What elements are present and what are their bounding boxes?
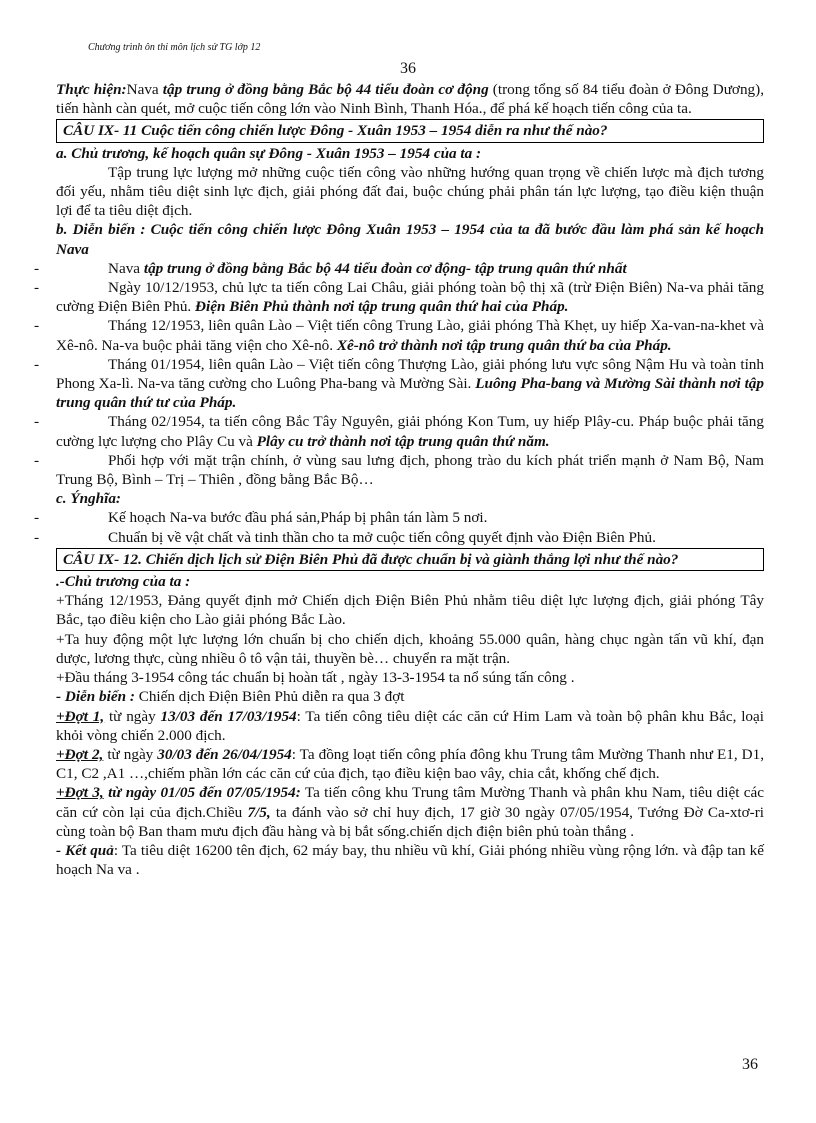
bullet-dash: - [34,317,40,335]
q12-phase-2: +Đợt 2, từ ngày 30/03 đến 26/04/1954: Ta đồng loạt tiến công phía đông khu Trung tâm Mường Thanh như E1, D1, C1, C2 ,A1 …,chiếm phần lớn các căn cứ của địch, tạo điều kiện bao vây, chia cắt, khống chế địch. [56,745,764,783]
q12-phase-1: +Đợt 1, từ ngày 13/03 đến 17/03/1954: Ta tiến công tiêu diệt các căn cứ Him Lam và toàn bộ phân khu Bắc, loại khỏi vòng chiến 2.000 địch. [56,707,764,744]
q11-item-3: - Tháng 12/1953, liên quân Lào – Việt tiến công Trung Lào, giải phóng Thà Khẹt, uy hiếp Xa-van-na-khet và Xê-nô. Na-va buộc phải tăng viện cho Xê-nô. Xê-nô trở thành nơi tập trung quân thứ ba của Pháp. [34,317,764,354]
q12-policy-1: +Tháng 12/1953, Đảng quyết định mở Chiến dịch Điện Biên Phủ nhằm tiêu diệt lực lượng địch, giải phóng Tây Bắc, tạo điều kiện cho Lào giải phóng Bắc Lào. [56,592,764,629]
q12-result: - Kết quả: Ta tiêu diệt 16200 tên địch, 62 máy bay, thu nhiều vũ khí, Giải phóng nhiều vùng rộng lớn. và đập tan kế hoạch Na va . [56,841,764,879]
q11-b-heading: b. Diễn biến : Cuộc tiến công chiến lược Đông Xuân 1953 – 1954 của ta đã bước đầu làm phá sản kế hoạch Nava [56,221,764,258]
bullet-dash: - [34,413,40,431]
bullet-dash: - [34,451,40,469]
page-number-bottom: 36 [742,1056,758,1073]
q11-item-1: - Nava tập trung ở đồng bằng Bắc bộ 44 tiểu đoàn cơ động- tập trung quân thứ nhất [34,259,627,277]
page-number-top: 36 [400,60,416,77]
page-content [34,80,764,879]
q12-dien-bien: - Diễn biến : Chiến dịch Điện Biên Phủ diễn ra qua 3 đợt [56,688,405,706]
question-12-title: CÂU IX- 12. Chiến dịch lịch sử Điện Biên Phủ đã được chuẩn bị và giành thắng lợi như thế nào? [56,548,764,571]
intro-paragraph: Thực hiện:Nava tập trung ở đồng bằng Bắc bộ 44 tiểu đoàn cơ động (trong tổng số 84 tiểu đoàn ở Đông Dương), tiến hành càn quét, mở cuộc tiến công lớn vào Ninh Bình, Thanh Hóa., để phá kế hoạch tiến công của ta. [56,81,764,118]
bullet-dash: - [34,509,40,527]
q11-a-text: Tập trung lực lượng mở những cuộc tiến công vào những hướng quan trọng về chiến lược mà địch tương đối yếu, nhằm tiêu diệt sinh lực địch, giải phóng đất đai, buộc chúng phải phân tán lực lượng, tạo điều kiện thuận lợi để ta tiêu diệt địch. [56,163,764,220]
q11-item-2: - Ngày 10/12/1953, chủ lực ta tiến công Lai Châu, giải phóng toàn bộ thị xã (trừ Điện Biên) Na-va phải tăng cường Điện Biên Phủ. Điện Biên Phủ thành nơi tập trung quân thứ hai của Pháp. [34,279,764,316]
running-header: Chương trình ôn thi môn lịch sử TG lớp 12 [88,42,261,53]
q11-c-heading: c. Ýnghĩa: [56,490,121,508]
intro-label: Thực hiện: [56,81,127,98]
bullet-dash: - [34,259,40,277]
q11-c-item-1: - Kế hoạch Na-va bước đầu phá sản,Pháp bị phân tán làm 5 nơi. [34,509,488,527]
q12-policy-3: +Đầu tháng 3-1954 công tác chuẩn bị hoàn tất , ngày 13-3-1954 ta nổ súng tấn công . [56,669,575,687]
q12-policy-heading: .-Chủ trương của ta : [56,573,191,591]
q12-policy-2: +Ta huy động một lực lượng lớn chuẩn bị cho chiến dịch, khoảng 55.000 quân, hàng chục ngàn tấn vũ khí, đạn dược, lương thực, cùng nhiều ô tô vận tải, thuyền bè… chuyển ra mặt trận. [56,630,764,667]
q11-c-item-2: - Chuẩn bị về vật chất và tinh thần cho ta mở cuộc tiến công quyết định vào Điện Biên Phủ. [34,528,656,546]
bullet-dash: - [34,528,40,546]
bullet-dash: - [34,279,40,297]
q11-item-6: - Phối hợp với mặt trận chính, ở vùng sau lưng địch, phong trào du kích phát triển mạnh ở Nam Bộ, Nam Trung Bộ, Bình – Trị – Thiên , đồng bằng Bắc Bộ… [34,451,764,489]
q11-a-heading: a. Chủ trương, kế hoạch quân sự Đông - Xuân 1953 – 1954 của ta : [56,144,482,162]
bullet-dash: - [34,355,40,373]
q11-item-5: - Tháng 02/1954, ta tiến công Bắc Tây Nguyên, giải phóng Kon Tum, uy hiếp Plây-cu. Pháp buộc phải tăng cường lực lượng cho Plây Cu và Plây cu trở thành nơi tập trung quân thứ năm. [34,413,764,450]
question-11-title: CÂU IX- 11 Cuộc tiến công chiến lược Đông - Xuân 1953 – 1954 diễn ra như thế nào? [56,119,764,142]
q12-phase-3: +Đợt 3, từ ngày 01/05 đến 07/05/1954: Ta tiến công khu Trung tâm Mường Thanh và phân khu Nam, tiêu diệt các căn cứ còn lại của địch.Chiều 7/5, ta đánh vào sở chỉ huy địch, 17 giờ 30 ngày 07/05/1954, Tướng Đờ Ca-xtơ-ri cùng toàn bộ Ban tham mưu địch đầu hàng và bị bắt sống.chiến dịch điện biên phủ toàn thắng . [56,784,764,840]
q11-item-4: - Tháng 01/1954, liên quân Lào – Việt tiến công Thượng Lào, giải phóng lưu vực sông Nậm Hu và toàn tỉnh Phong Xa-lì. Na-va tăng cường cho Luông Pha-bang và Mường Sài. Luông Pha-bang và Mường Sài thành nơi tập trung quân thứ tư của Pháp. [34,355,764,412]
